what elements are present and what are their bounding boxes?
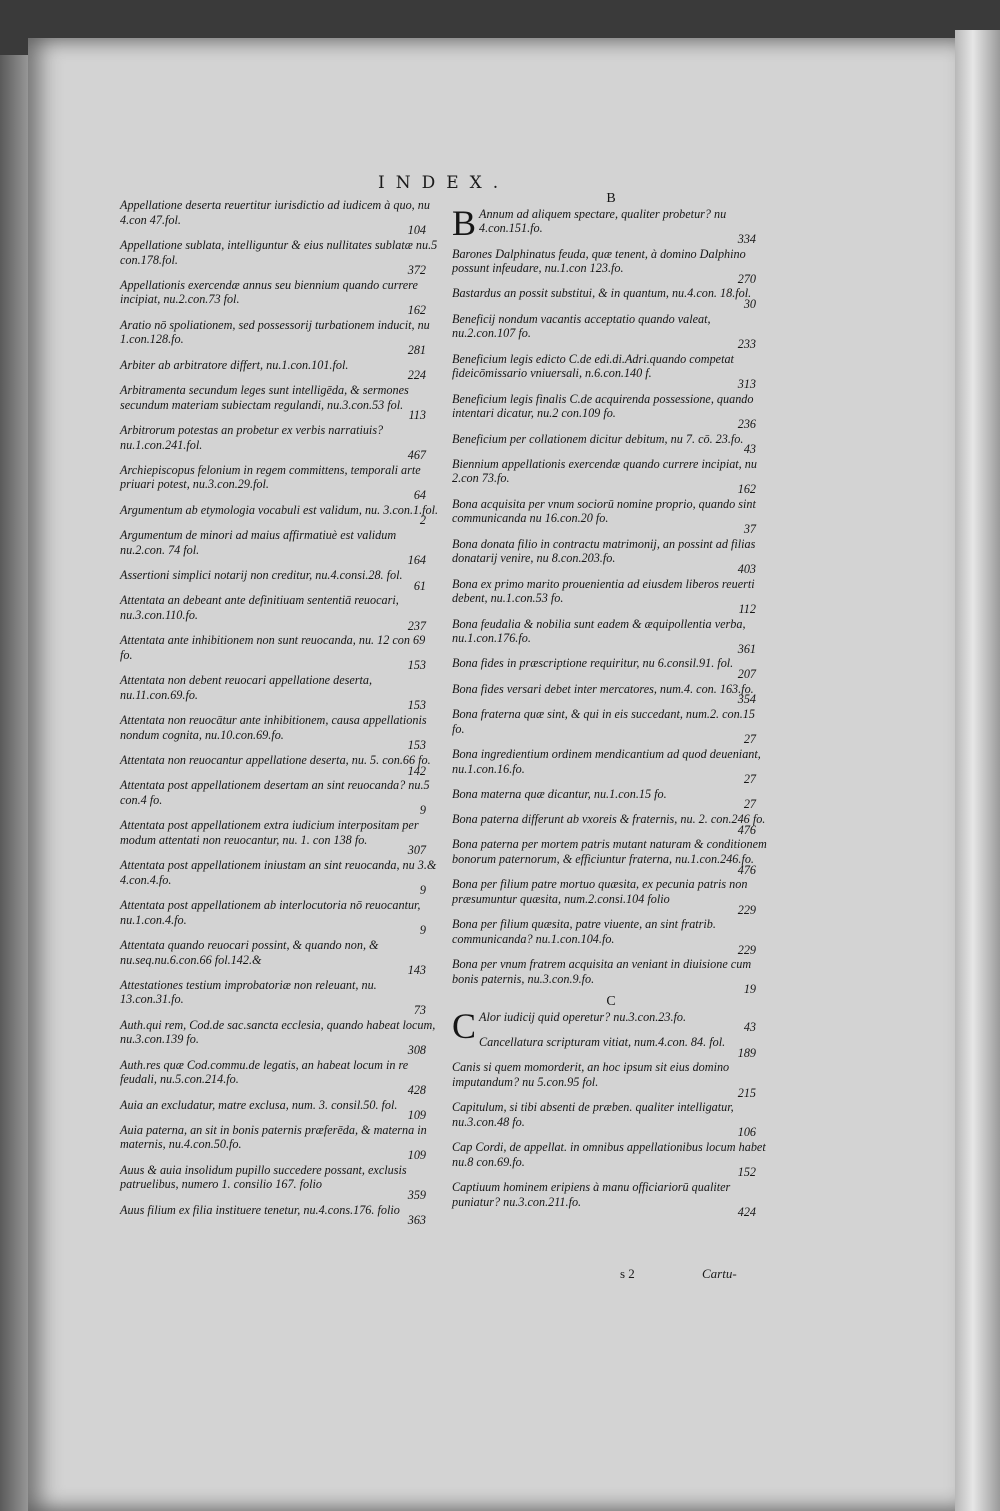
entry-text: Alor iudicij quid operetur? nu.3.con.23.fo. bbox=[479, 1009, 687, 1024]
index-entry-text bbox=[452, 1035, 770, 1050]
catchword: Cartu- bbox=[702, 1266, 737, 1281]
entry-text: Auus & auia insolidum pupillo succedere possant, exclusis patruelibus, numero 1. consilio 167. folio bbox=[120, 1162, 407, 1192]
entry-text: Bona fraterna quæ sint, & qui in eis succedant, num.2. con.15 fo. bbox=[452, 706, 755, 736]
index-entry bbox=[452, 457, 770, 497]
folio-number: 476 bbox=[737, 862, 756, 877]
index-entry bbox=[120, 1058, 440, 1098]
index-entry bbox=[120, 278, 440, 318]
index-entry bbox=[452, 247, 770, 287]
entry-text: Cancellatura scripturam vitiat, num.4.con. 84. fol. bbox=[479, 1035, 726, 1049]
index-entry-text bbox=[452, 682, 770, 697]
entry-text: Bona paterna per mortem patris mutant naturam & conditionem bonorum paternorum, & efficiuntur fraterna, nu.1.con.246.fo. bbox=[452, 837, 767, 867]
folio-number: 207 bbox=[737, 667, 756, 682]
folio-number: 313 bbox=[737, 376, 756, 391]
index-entry bbox=[120, 238, 440, 278]
folio-number: 372 bbox=[407, 263, 426, 278]
index-entry bbox=[452, 707, 770, 747]
index-entry bbox=[452, 656, 770, 681]
folio-number: 142 bbox=[407, 763, 426, 778]
folio-number: 143 bbox=[407, 963, 426, 978]
folio-number: 354 bbox=[737, 692, 756, 707]
folio-number: 307 bbox=[407, 843, 426, 858]
index-entry bbox=[120, 713, 440, 753]
entry-text: Bona paterna differunt ab vxoreis & fraternis, nu. 2. con.246 fo. bbox=[452, 812, 766, 827]
index-entry-text bbox=[452, 656, 770, 671]
entry-text: Captiuum hominem eripiens à manu officiariorū qualiter puniatur? nu.3.con.211.fo. bbox=[452, 1180, 731, 1209]
entry-text: Canis si quem momorderit, an hoc ipsum sit eius domino imputandum? nu 5.con.95 fol. bbox=[452, 1060, 730, 1089]
folio-number: 467 bbox=[407, 448, 426, 463]
entry-text: Attentata an debeant ante definitiuam sententiā reuocari, nu.3.con.110.fo. bbox=[120, 593, 399, 622]
index-entry bbox=[120, 633, 440, 673]
index-entry-text bbox=[120, 753, 440, 768]
folio-number: 61 bbox=[413, 578, 426, 593]
index-entry bbox=[120, 1018, 440, 1058]
index-entry-text bbox=[120, 383, 440, 412]
folio-number: 270 bbox=[737, 271, 756, 286]
entry-text: Bona acquisita per vnum sociorū nomine proprio, quando sint communicanda nu 16.con.20 fo. bbox=[452, 496, 756, 526]
index-entry bbox=[120, 423, 440, 463]
entry-text: Attentata non reuocātur ante inhibitionem, causa appellationis nondum cognita, nu.10.con.69.fo. bbox=[120, 712, 427, 742]
folio-number: 109 bbox=[407, 1148, 426, 1163]
entry-text: Biennium appellationis exercendæ quando currere incipiat, nu 2.con 73.fo. bbox=[452, 456, 757, 486]
entry-text: Attentata post appellationem iniustam an sint reuocanda, nu 3.& 4.con.4.fo. bbox=[120, 858, 437, 887]
entry-text: Aratio nō spoliationem, sed possessorij turbationem inducit, nu 1.con.128.fo. bbox=[120, 317, 430, 347]
index-entry bbox=[120, 978, 440, 1018]
index-entry bbox=[120, 198, 440, 238]
index-entry-text bbox=[120, 503, 440, 518]
index-entry bbox=[452, 837, 770, 877]
index-entry bbox=[452, 1180, 770, 1220]
index-entry bbox=[452, 392, 770, 432]
index-entry bbox=[452, 352, 770, 392]
folio-number: 162 bbox=[737, 482, 756, 497]
folio-number: 334 bbox=[737, 231, 756, 246]
folio-number: 428 bbox=[407, 1082, 426, 1097]
folio-number: 104 bbox=[407, 223, 426, 238]
index-entry bbox=[120, 568, 440, 593]
index-entry bbox=[452, 917, 770, 957]
entry-text: Attentata post appellationem desertam an sint reuocanda? nu.5 con.4 fo. bbox=[120, 778, 430, 807]
folio-number: 153 bbox=[407, 738, 426, 753]
index-entry bbox=[452, 1140, 770, 1180]
index-entry-text bbox=[452, 812, 770, 827]
folio-number: 9 bbox=[419, 883, 426, 898]
entry-text: Capitulum, si tibi absenti de præben. qualiter intelligatur, nu.3.con.48 fo. bbox=[452, 1100, 734, 1129]
index-entry bbox=[120, 1098, 440, 1123]
entry-text: Assertioni simplici notarij non creditur, nu.4.consi.28. fol. bbox=[120, 567, 403, 582]
entry-text: Bastardus an possit substitui, & in quantum, nu.4.con. 18.fol. bbox=[452, 286, 752, 301]
folio-number: 424 bbox=[737, 1205, 756, 1220]
index-entry bbox=[120, 753, 440, 778]
entry-text: Bona per vnum fratrem acquisita an veniant in diuisione cum bonis paternis, nu.3.con.9.fo. bbox=[452, 957, 752, 986]
folio-number: 403 bbox=[737, 561, 756, 576]
index-entry bbox=[452, 577, 770, 617]
section-c-entries bbox=[452, 1005, 770, 1220]
index-entry bbox=[452, 202, 770, 247]
index-entry bbox=[452, 877, 770, 917]
folio-number: 164 bbox=[407, 553, 426, 568]
index-entry-text bbox=[120, 1098, 440, 1113]
index-entry-text bbox=[120, 1203, 440, 1218]
entry-text: Appellationis exercendæ annus seu biennium quando currere incipiat, nu.2.con.73 fol. bbox=[120, 277, 418, 307]
folio-number: 359 bbox=[407, 1188, 426, 1203]
drop-cap: B bbox=[452, 202, 477, 243]
folio-number: 215 bbox=[737, 1085, 756, 1100]
entry-text: Bona per filium patre mortuo quæsita, ex pecunia patris non præsumuntur quæsita, num.2.consi.104 folio bbox=[452, 877, 748, 906]
page-title: INDEX. bbox=[378, 173, 510, 193]
index-entry bbox=[120, 858, 440, 898]
entry-text: Appellatione deserta reuertitur iurisdictio ad iudicem à quo, nu 4.con 47.fol. bbox=[120, 198, 430, 227]
folio-number: 224 bbox=[407, 368, 426, 383]
entry-text: Beneficium legis edicto C.de edi.di.Adri.quando competat fideicōmissario vniuersali, n.6.con.140 f. bbox=[452, 351, 734, 381]
folio-number: 19 bbox=[743, 982, 756, 997]
folio-number: 112 bbox=[738, 601, 756, 616]
entry-text: Arbiter ab arbitratore differt, nu.1.con.101.fol. bbox=[120, 357, 349, 372]
folio-number: 229 bbox=[737, 902, 756, 917]
entry-text: Auus filium ex filia instituere tenetur, nu.4.cons.176. folio bbox=[120, 1202, 400, 1217]
facing-page-edge bbox=[0, 55, 30, 1511]
folio-number: 27 bbox=[743, 772, 756, 787]
entry-text: Bona fides versari debet inter mercatores, num.4. con. 163.fo. bbox=[452, 681, 754, 696]
index-entry bbox=[120, 503, 440, 528]
entry-text: Cap Cordi, de appellat. in omnibus appellationibus locum habet nu.8 con.69.fo. bbox=[452, 1140, 766, 1169]
index-entry bbox=[120, 778, 440, 818]
entry-text: Bona ex primo marito prouenientia ad eiusdem liberos reuerti debent, nu.1.con.53 fo. bbox=[452, 576, 755, 606]
folio-number: 64 bbox=[413, 488, 426, 503]
entry-text: Auia an excludatur, matre exclusa, num. 3. consil.50. fol. bbox=[120, 1097, 398, 1112]
section-heading-c: C bbox=[606, 994, 616, 1010]
page-stack-edge bbox=[955, 30, 1000, 1511]
folio-number: 281 bbox=[407, 343, 426, 358]
folio-number: 2 bbox=[419, 513, 426, 528]
entry-text: Archiepiscopus felonium in regem committens, temporali arte priuari potest, nu.3.con.29.fol. bbox=[120, 462, 421, 492]
index-entry bbox=[120, 1163, 440, 1203]
entry-text: Bona feudalia & nobilia sunt eadem & æquipollentia verba, nu.1.con.176.fo. bbox=[452, 616, 746, 646]
index-entry bbox=[120, 593, 440, 633]
folio-number: 236 bbox=[737, 416, 756, 431]
entry-text: Attestationes testium improbatoriæ non releuant, nu. 13.con.31.fo. bbox=[120, 977, 377, 1007]
entry-text: Appellatione sublata, intelliguntur & eius nullitates sublatæ nu.5 con.178.fol. bbox=[120, 237, 438, 267]
folio-number: 9 bbox=[419, 803, 426, 818]
folio-number: 73 bbox=[413, 1003, 426, 1018]
folio-number: 9 bbox=[419, 923, 426, 938]
entry-text: Bona ingredientium ordinem mendicantium ad quod deueniant, nu.1.con.16.fo. bbox=[452, 746, 761, 776]
index-entry bbox=[452, 1035, 770, 1060]
entry-text: Beneficij nondum vacantis acceptatio quando valeat, nu.2.con.107 fo. bbox=[452, 311, 711, 341]
folio-number: 30 bbox=[743, 297, 756, 312]
folio-number: 153 bbox=[407, 698, 426, 713]
index-entry bbox=[452, 682, 770, 707]
entry-text: Attentata post appellationem extra iudicium interpositam per modum attentati non reuocantur, nu. 1. con 138 fo. bbox=[120, 818, 419, 847]
index-entry bbox=[120, 938, 440, 978]
entry-text: Attentata post appellationem ab interlocutoria nō reuocantur, nu.1.con.4.fo. bbox=[120, 897, 421, 927]
index-entry-text bbox=[452, 432, 770, 447]
index-entry-text bbox=[452, 837, 770, 866]
index-entry bbox=[120, 318, 440, 358]
folio-number: 233 bbox=[737, 337, 756, 352]
index-entry bbox=[452, 747, 770, 787]
index-entry bbox=[452, 812, 770, 837]
folio-number: 27 bbox=[743, 797, 756, 812]
index-entry bbox=[120, 1123, 440, 1163]
entry-text: Arbitrorum potestas an probetur ex verbis narratiuis? nu.1.con.241.fol. bbox=[120, 422, 384, 452]
drop-cap: C bbox=[452, 1005, 477, 1046]
entry-text: Bona per filium quæsita, patre viuente, an sint fratrib. communicanda? nu.1.con.104.fo. bbox=[452, 917, 716, 946]
index-entry bbox=[120, 358, 440, 383]
entry-text: Auth.res quæ Cod.commu.de legatis, an habeat locum in re feudali, nu.5.con.214.fo. bbox=[120, 1057, 409, 1087]
index-entry bbox=[452, 432, 770, 457]
index-entry bbox=[452, 1100, 770, 1140]
index-entry bbox=[452, 312, 770, 352]
folio-number: 476 bbox=[737, 822, 756, 837]
folio-number: 43 bbox=[743, 1020, 756, 1035]
index-entry bbox=[452, 286, 770, 311]
index-entry-text bbox=[452, 286, 770, 301]
signature-mark: s 2 bbox=[620, 1266, 635, 1281]
entry-text: Argumentum de minori ad maius affirmatiuè est validum nu.2.con. 74 fol. bbox=[120, 528, 397, 557]
index-entry bbox=[452, 787, 770, 812]
index-column-left bbox=[120, 198, 440, 1228]
folio-number: 229 bbox=[737, 942, 756, 957]
entry-text: Beneficium legis finalis C.de acquirenda possessione, quando intentari dicatur, nu.2 con.109 fo. bbox=[452, 391, 754, 421]
index-entry bbox=[452, 617, 770, 657]
section-b-entries bbox=[452, 202, 770, 997]
section-heading-b: B bbox=[606, 191, 616, 206]
folio-number: 363 bbox=[407, 1213, 426, 1228]
index-entry bbox=[120, 528, 440, 568]
folio-number: 106 bbox=[737, 1125, 756, 1140]
folio-number: 37 bbox=[743, 522, 756, 537]
folio-number: 43 bbox=[743, 442, 756, 457]
entry-text: Bona fides in præscriptione requiritur, nu 6.consil.91. fol. bbox=[452, 656, 734, 671]
folio-number: 152 bbox=[737, 1165, 756, 1180]
index-entry bbox=[120, 673, 440, 713]
entry-text: Beneficium per collationem dicitur debitum, nu 7. cō. 23.fo. bbox=[452, 431, 744, 446]
index-entry bbox=[120, 898, 440, 938]
entry-text: Auia paterna, an sit in bonis paternis præferēda, & materna in maternis, nu.4.con.50.fo. bbox=[120, 1122, 427, 1152]
folio-number: 189 bbox=[737, 1045, 756, 1060]
index-entry bbox=[120, 463, 440, 503]
entry-text: Attentata quando reuocari possint, & quando non, & nu.seq.nu.6.con.66 fol.142.& bbox=[120, 937, 379, 967]
index-entry bbox=[452, 537, 770, 577]
entry-text: Auth.qui rem, Cod.de sac.sancta ecclesia, quando habeat locum, nu.3.con.139 fo. bbox=[120, 1017, 436, 1047]
index-entry bbox=[120, 383, 440, 423]
folio-number: 153 bbox=[407, 658, 426, 673]
index-entry bbox=[452, 1060, 770, 1100]
index-column-right bbox=[452, 191, 770, 1220]
folio-number: 109 bbox=[407, 1108, 426, 1123]
folio-number: 361 bbox=[737, 641, 756, 656]
index-entry bbox=[120, 1203, 440, 1228]
entry-text: Bona donata filio in contractu matrimonij, an possint ad filias donatarij venire, nu 8.con.203.fo. bbox=[452, 536, 756, 566]
entry-text: Attentata non debent reuocari appellatione deserta, nu.11.con.69.fo. bbox=[120, 673, 373, 702]
index-entry bbox=[452, 497, 770, 537]
index-entry bbox=[452, 957, 770, 997]
entry-text: Barones Dalphinatus feuda, quæ tenent, à domino Dalphino possunt infeudare, nu.1.con 123.fo. bbox=[452, 246, 746, 276]
index-entry bbox=[120, 818, 440, 858]
folio-number: 237 bbox=[407, 618, 426, 633]
entry-text: Annum ad aliquem spectare, qualiter probetur? nu 4.con.151.fo. bbox=[479, 206, 727, 236]
folio-number: 27 bbox=[743, 732, 756, 747]
entry-text: Attentata ante inhibitionem non sunt reuocanda, nu. 12 con 69 fo. bbox=[120, 633, 426, 662]
folio-number: 113 bbox=[408, 408, 426, 423]
index-entry-text bbox=[120, 568, 440, 583]
entry-text: Argumentum ab etymologia vocabuli est validum, nu. 3.con.1.fol. bbox=[120, 502, 439, 517]
entry-text: Bona materna quæ dicantur, nu.1.con.15 fo. bbox=[452, 786, 667, 801]
entry-text: Attentata non reuocantur appellatione deserta, nu. 5. con.66 fo. bbox=[120, 752, 431, 767]
entry-text: Arbitramenta secundum leges sunt intelligēda, & sermones secundum materiam subiectam regulandi, nu.3.con.53 fol. bbox=[120, 382, 409, 412]
folio-number: 308 bbox=[407, 1043, 426, 1057]
folio-number: 162 bbox=[407, 303, 426, 318]
